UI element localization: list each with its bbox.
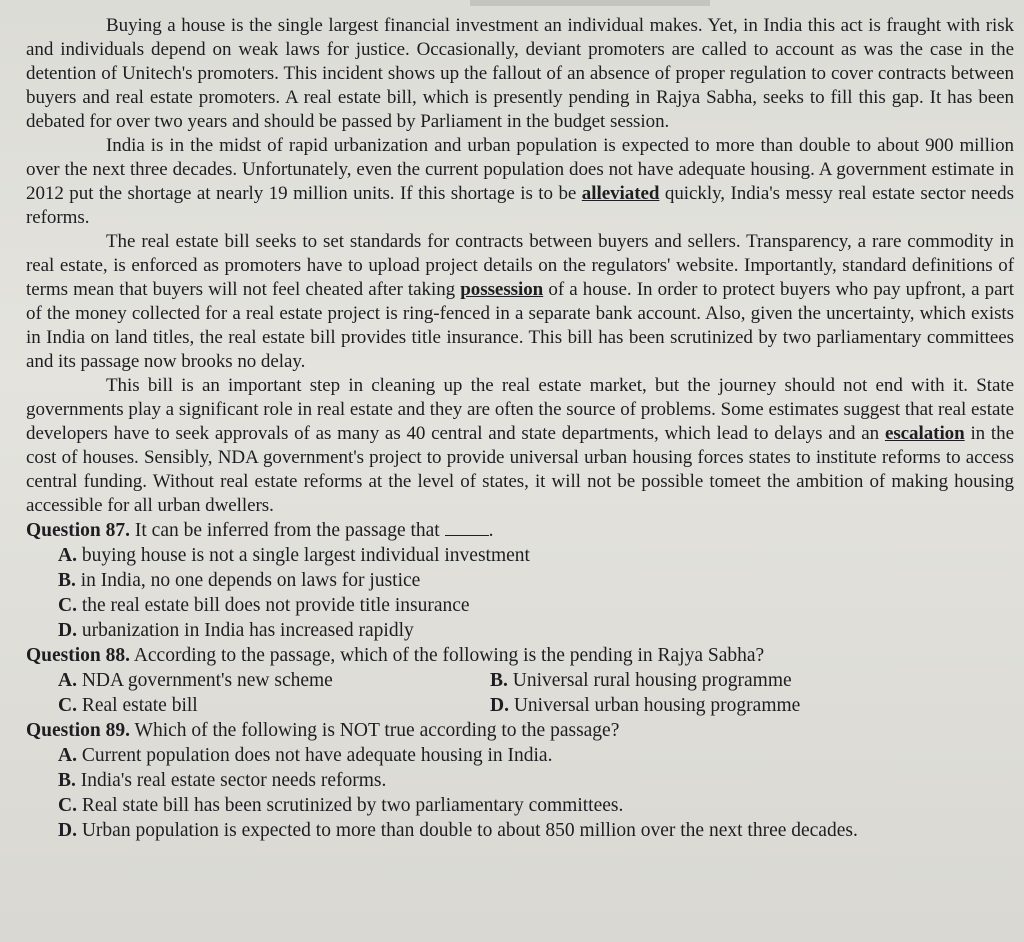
option-89-d[interactable] — [58, 818, 1014, 843]
question-87-label: Question 87. — [26, 520, 131, 541]
option-key: C. — [58, 795, 77, 816]
option-87-b[interactable] — [58, 568, 1014, 593]
cropped-header-line — [470, 0, 710, 6]
question-89-label: Question 89. — [26, 720, 131, 741]
underlined-word-escalation: escalation — [884, 423, 965, 444]
option-key: C. — [58, 695, 77, 716]
option-key: B. — [490, 670, 508, 691]
option-key: D. — [490, 695, 509, 716]
option-87-d[interactable] — [58, 618, 1014, 643]
option-text: the real estate bill does not provide title insurance — [76, 595, 470, 616]
option-key: D. — [58, 620, 77, 641]
passage-paragraph-3 — [26, 230, 1014, 374]
option-88-d[interactable] — [490, 693, 800, 718]
question-87-end: . — [488, 520, 494, 541]
question-87-text: It can be inferred from the passage that — [130, 520, 440, 541]
passage-paragraph-1 — [26, 14, 1014, 134]
option-89-a[interactable] — [58, 743, 1014, 768]
option-87-a[interactable] — [58, 543, 1014, 568]
option-text: in India, no one depends on laws for justice — [75, 570, 421, 591]
option-text: Real state bill has been scrutinized by two parliamentary committees. — [76, 795, 624, 816]
question-89 — [26, 718, 1014, 743]
option-text: Universal rural housing programme — [507, 670, 792, 691]
underlined-word-possession: possession — [460, 279, 544, 300]
question-88 — [26, 643, 1014, 668]
option-88-c[interactable] — [58, 693, 490, 718]
option-key: A. — [58, 670, 77, 691]
option-text: India's real estate sector needs reforms. — [75, 770, 387, 791]
paragraph-1-text: Buying a house is the single largest financial investment an individual makes. Yet, in India this act is fraught with risk and individuals depend on weak laws for justice. Occasionally, deviant promoters are called to account as was the case in the detention of Unitech's promoters. This incident shows up the fallout of an absence of proper regulation to cover contracts between buyers and real estate promoters. A real estate bill, which is presently pending in Rajya Sabha, seeks to fill this gap. It has been debated for over two years and should be passed by Parliament in the budget session. — [26, 15, 1014, 132]
question-87 — [26, 518, 1014, 543]
option-text: Universal urban housing programme — [508, 695, 801, 716]
question-88-label: Question 88. — [26, 645, 131, 666]
option-88-a[interactable] — [58, 668, 490, 693]
option-88-b[interactable] — [490, 668, 792, 693]
option-key: A. — [58, 545, 77, 566]
option-key: C. — [58, 595, 77, 616]
option-text: urbanization in India has increased rapidly — [76, 620, 414, 641]
underlined-word-alleviated: alleviated — [581, 183, 660, 204]
option-text: Real estate bill — [76, 695, 198, 716]
paragraph-2-text-a: India is in the midst of rapid urbanization and urban population is expected to more than double to about 900 million over the next three decades. Unfortunately, even the current population does not have adequate housing. A government estimate in 2012 put the shortage at nearly 19 million units. If this shortage is to be — [26, 135, 1014, 204]
paragraph-2-text-b: quickly, India's messy real estate sector needs reforms. — [26, 183, 1014, 228]
option-text: Current population does not have adequate housing in India. — [76, 745, 553, 766]
paragraph-3-text-b: of a house. In order to protect buyers who pay upfront, a part of the money collected for a real estate project is ring-fenced in a separate bank account. Also, given the uncertainty, which exists in India on land titles, the real estate bill provides title insurance. This bill has been scrutinized by two parliamentary committees and its passage now brooks no delay. — [26, 279, 1014, 372]
passage-paragraph-2 — [26, 134, 1014, 230]
paragraph-4-text-b: in the cost of houses. Sensibly, NDA government's project to provide universal urban housing forces states to institute reforms to access central funding. Without real estate reforms at the level of states, it will not be possible tomeet the ambition of making housing accessible for all urban dwellers. — [26, 423, 1014, 516]
options-88-row-2 — [58, 693, 1014, 718]
question-89-text: Which of the following is NOT true according to the passage? — [130, 720, 620, 741]
question-88-text: According to the passage, which of the following is the pending in Rajya Sabha? — [130, 645, 765, 666]
option-text: buying house is not a single largest individual investment — [76, 545, 530, 566]
option-text: NDA government's new scheme — [76, 670, 333, 691]
option-89-b[interactable] — [58, 768, 1014, 793]
answer-blank — [445, 521, 489, 536]
options-88-row-1 — [58, 668, 1014, 693]
option-key: A. — [58, 745, 77, 766]
option-key: B. — [58, 570, 76, 591]
paragraph-3-text-a: The real estate bill seeks to set standards for contracts between buyers and sellers. Transparency, a rare commodity in real estate, is enforced as promoters have to upload project details on the regulators' website. Importantly, standard definitions of terms mean that buyers will not feel cheated after taking — [26, 231, 1014, 300]
passage-paragraph-4 — [26, 374, 1014, 518]
option-key: B. — [58, 770, 76, 791]
option-89-c[interactable] — [58, 793, 1014, 818]
option-87-c[interactable] — [58, 593, 1014, 618]
paragraph-4-text-a: This bill is an important step in cleaning up the real estate market, but the journey should not end with it. State governments play a significant role in real estate and they are often the source of problems. Some estimates suggest that real estate developers have to seek approvals of as many as 40 central and state departments, which lead to delays and an — [26, 375, 1014, 444]
option-text: Urban population is expected to more than double to about 850 million over the next three decades. — [76, 820, 858, 841]
option-key: D. — [58, 820, 77, 841]
